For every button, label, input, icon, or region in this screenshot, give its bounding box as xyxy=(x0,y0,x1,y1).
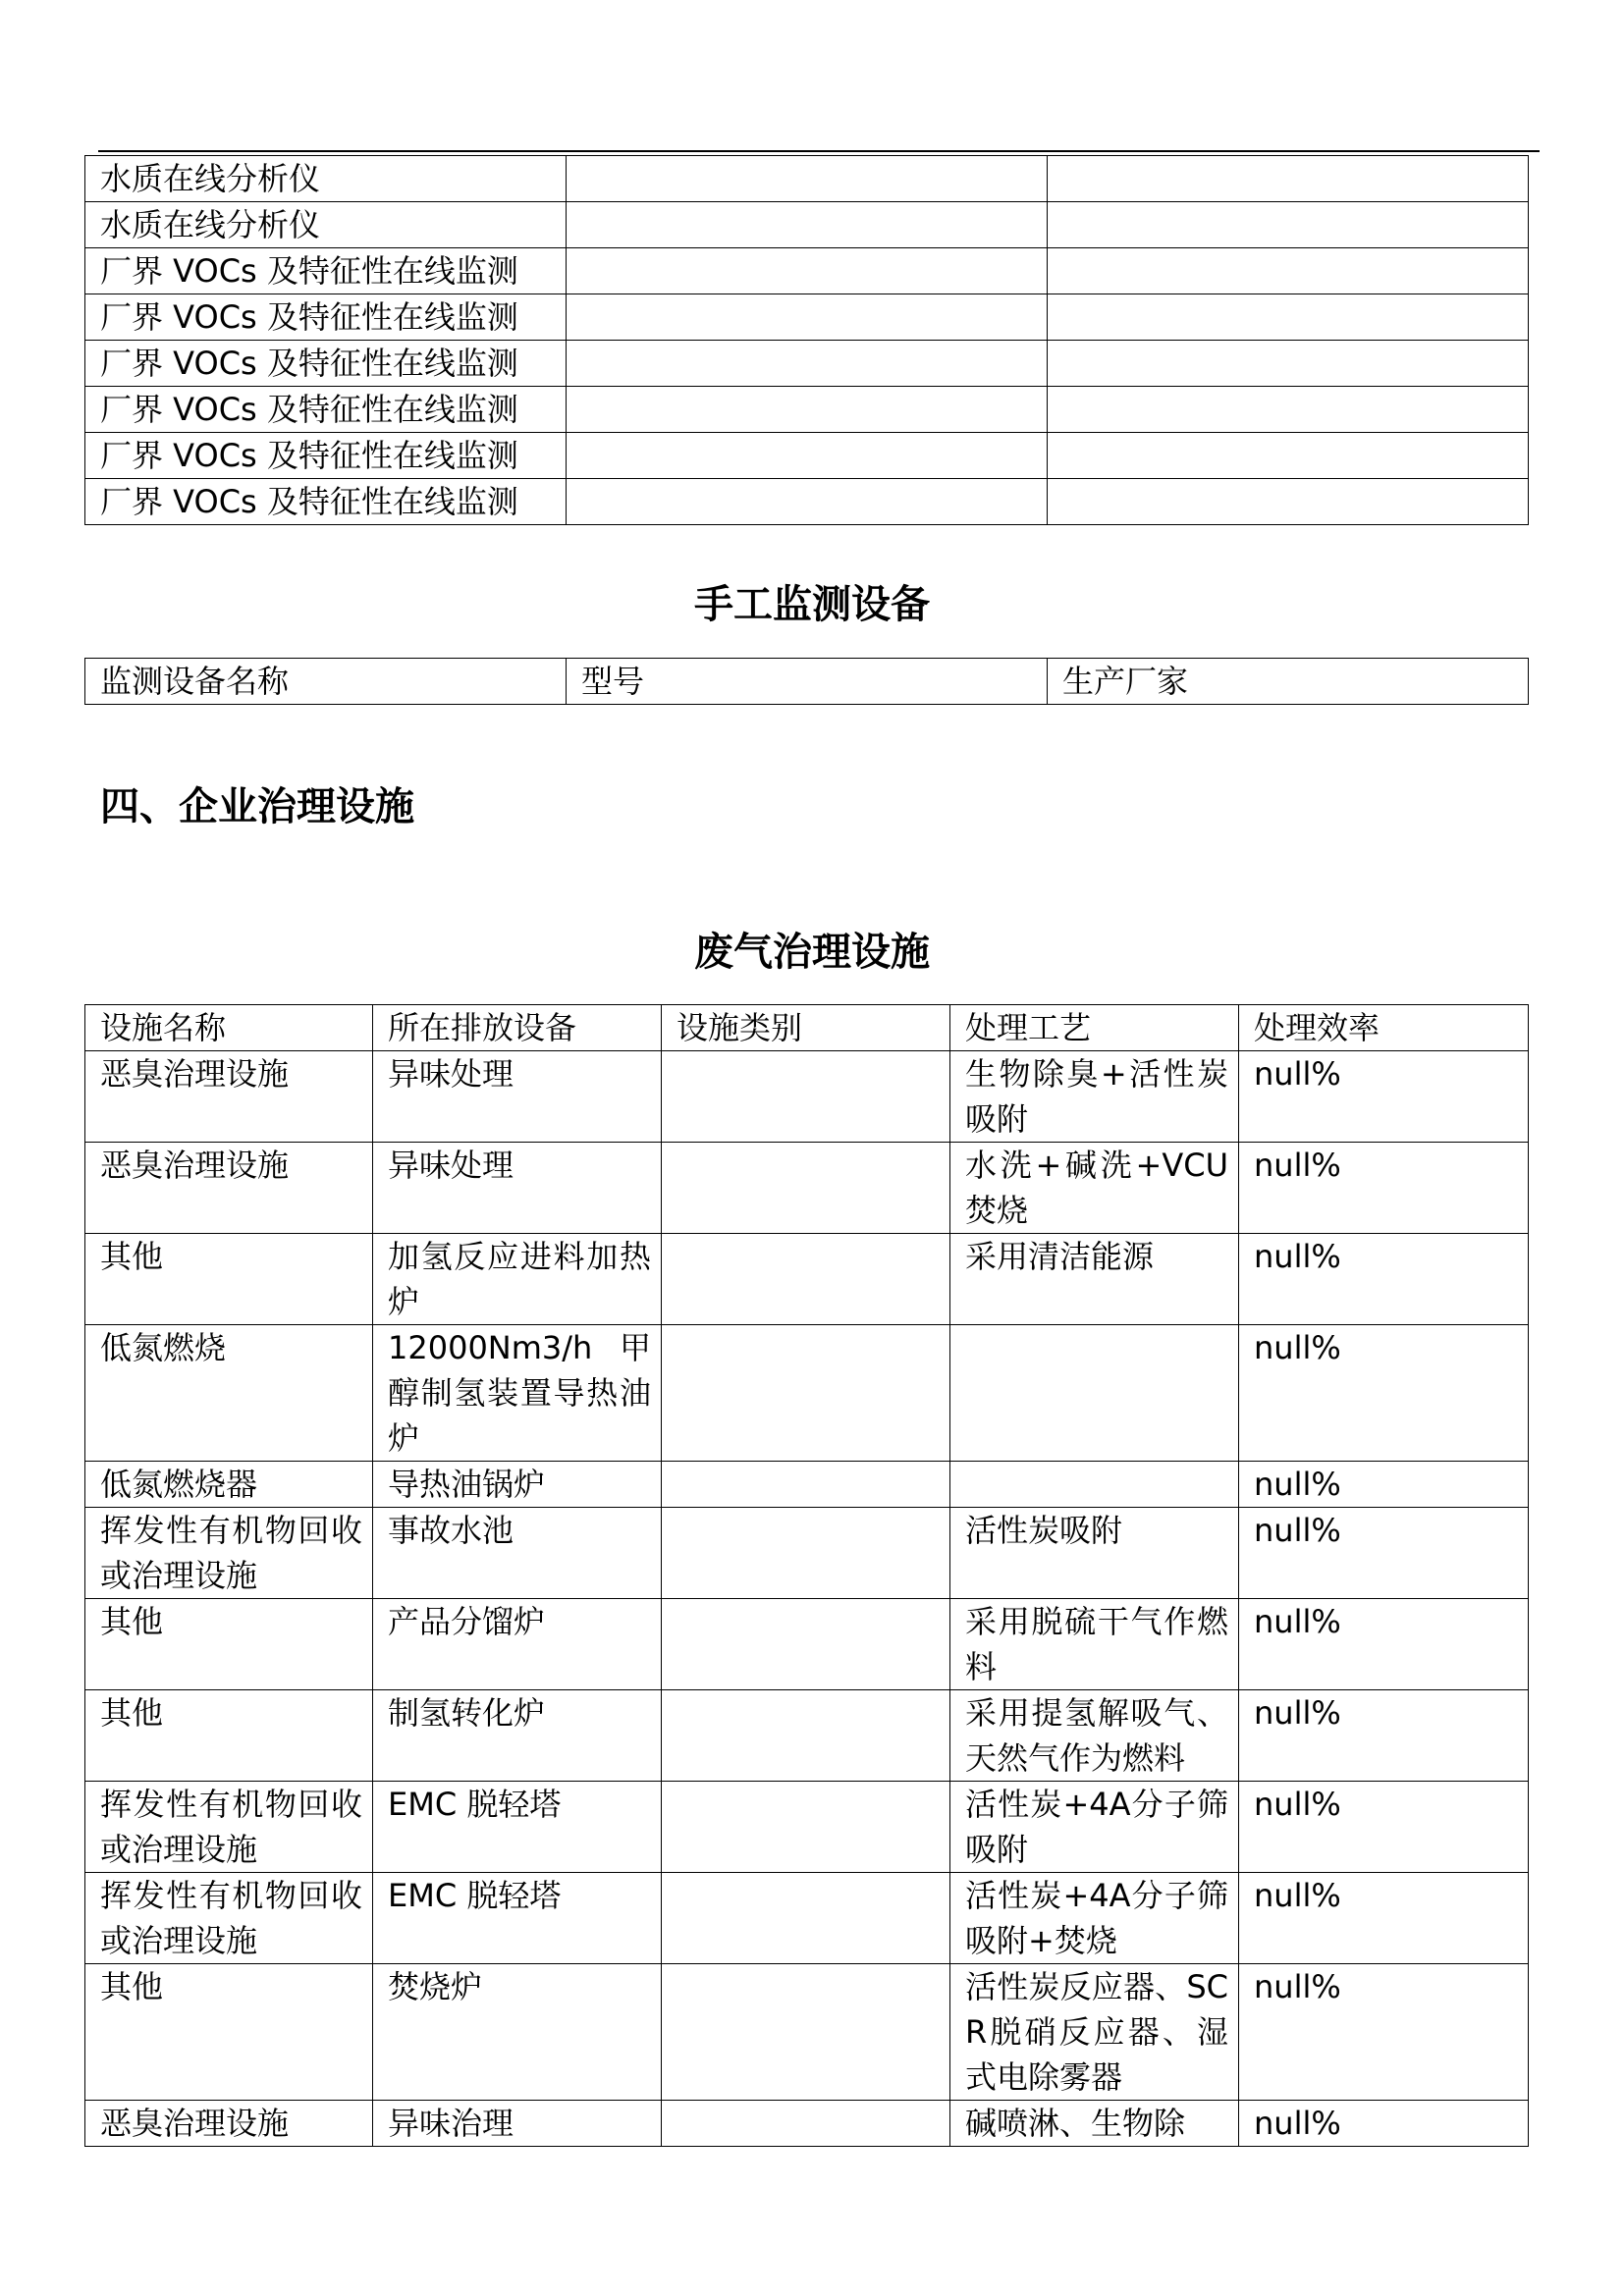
table-row xyxy=(85,156,1529,202)
table-cell: 其他 xyxy=(85,1964,373,2101)
manual-monitoring-table xyxy=(84,658,1529,705)
table-cell: 低氮燃烧 xyxy=(85,1325,373,1462)
table-cell: null% xyxy=(1239,1964,1529,2101)
table-cell: null% xyxy=(1239,2101,1529,2147)
table-row xyxy=(85,1782,1529,1873)
table-cell: 其他 xyxy=(85,1599,373,1690)
table-cell: 厂界 VOCs 及特征性在线监测 xyxy=(85,387,567,433)
table-cell: 导热油锅炉 xyxy=(373,1462,662,1508)
table-cell: 采用清洁能源 xyxy=(950,1234,1239,1325)
table-cell xyxy=(662,2101,950,2147)
table-cell: null% xyxy=(1239,1051,1529,1143)
table-row xyxy=(85,1325,1529,1462)
table-cell: null% xyxy=(1239,1599,1529,1690)
header-model: 型号 xyxy=(567,659,1048,705)
table-cell xyxy=(662,1462,950,1508)
table-cell xyxy=(662,1325,950,1462)
table-header-row xyxy=(85,659,1529,705)
table-cell: 活性炭+4A分子筛吸附+焚烧 xyxy=(950,1873,1239,1964)
table-header-cell: 设施类别 xyxy=(662,1005,950,1051)
table-cell: 采用提氢解吸气、天然气作为燃料 xyxy=(950,1690,1239,1782)
table-row xyxy=(85,1462,1529,1508)
table-header-row xyxy=(85,1005,1529,1051)
table-row xyxy=(85,2101,1529,2147)
table-cell xyxy=(662,1782,950,1873)
table-cell: null% xyxy=(1239,1690,1529,1782)
table-cell: 厂界 VOCs 及特征性在线监测 xyxy=(85,294,567,341)
table-cell xyxy=(662,1599,950,1690)
table-cell: 厂界 VOCs 及特征性在线监测 xyxy=(85,479,567,525)
waste-gas-title: 废气治理设施 xyxy=(694,930,930,975)
table-cell xyxy=(1048,433,1529,479)
section-four-title: 四、企业治理设施 xyxy=(100,784,414,829)
table-cell: 活性炭反应器、SCR脱硝反应器、湿式电除雾器 xyxy=(950,1964,1239,2101)
table-cell xyxy=(662,1873,950,1964)
table-cell xyxy=(1048,479,1529,525)
table-row xyxy=(85,1051,1529,1143)
table-cell xyxy=(662,1690,950,1782)
waste-gas-table xyxy=(84,1004,1529,2147)
table-cell: 事故水池 xyxy=(373,1508,662,1599)
table-cell: 其他 xyxy=(85,1234,373,1325)
table-cell xyxy=(567,156,1048,202)
header-manufacturer: 生产厂家 xyxy=(1048,659,1529,705)
table-cell: 采用脱硫干气作燃料 xyxy=(950,1599,1239,1690)
table-cell xyxy=(662,1508,950,1599)
table-cell: 厂界 VOCs 及特征性在线监测 xyxy=(85,433,567,479)
table-cell: 其他 xyxy=(85,1690,373,1782)
table-cell: null% xyxy=(1239,1782,1529,1873)
table-cell: 挥发性有机物回收或治理设施 xyxy=(85,1508,373,1599)
table-cell: null% xyxy=(1239,1234,1529,1325)
table-cell xyxy=(950,1325,1239,1462)
table-cell: null% xyxy=(1239,1325,1529,1462)
table-header-cell: 处理效率 xyxy=(1239,1005,1529,1051)
table-row xyxy=(85,1690,1529,1782)
table-cell xyxy=(950,1462,1239,1508)
table-cell: 焚烧炉 xyxy=(373,1964,662,2101)
table-cell: 碱喷淋、生物除 xyxy=(950,2101,1239,2147)
table-cell: 厂界 VOCs 及特征性在线监测 xyxy=(85,248,567,294)
table-cell: 挥发性有机物回收或治理设施 xyxy=(85,1782,373,1873)
table-cell: 水质在线分析仪 xyxy=(85,202,567,248)
table-row xyxy=(85,1599,1529,1690)
table-cell: EMC 脱轻塔 xyxy=(373,1873,662,1964)
table-cell: 异味处理 xyxy=(373,1051,662,1143)
table-cell xyxy=(1048,248,1529,294)
table-cell: 12000Nm3/h甲醇制氢装置导热油炉 xyxy=(373,1325,662,1462)
table-cell xyxy=(1048,294,1529,341)
table-cell xyxy=(1048,387,1529,433)
table-row xyxy=(85,1234,1529,1325)
table-cell xyxy=(567,387,1048,433)
table-row xyxy=(85,1964,1529,2101)
table-cell xyxy=(662,1051,950,1143)
table-cell xyxy=(567,202,1048,248)
table-cell xyxy=(662,1964,950,2101)
table-cell: 异味治理 xyxy=(373,2101,662,2147)
table-cell: 产品分馏炉 xyxy=(373,1599,662,1690)
table-cell: 制氢转化炉 xyxy=(373,1690,662,1782)
header-device-name: 监测设备名称 xyxy=(85,659,567,705)
table-cell xyxy=(567,248,1048,294)
table-row xyxy=(85,294,1529,341)
table-row xyxy=(85,479,1529,525)
table-cell: 生物除臭+活性炭吸附 xyxy=(950,1051,1239,1143)
table-cell: null% xyxy=(1239,1462,1529,1508)
table-row xyxy=(85,1873,1529,1964)
online-monitoring-table xyxy=(84,155,1529,525)
table-header-cell: 处理工艺 xyxy=(950,1005,1239,1051)
table-cell: 厂界 VOCs 及特征性在线监测 xyxy=(85,341,567,387)
table-cell xyxy=(662,1234,950,1325)
table-cell xyxy=(567,341,1048,387)
page-top-rule xyxy=(98,150,1540,152)
table-row xyxy=(85,387,1529,433)
table-cell xyxy=(567,479,1048,525)
table-cell: 水洗+碱洗+VCU焚烧 xyxy=(950,1143,1239,1234)
table-cell: null% xyxy=(1239,1873,1529,1964)
table-row xyxy=(85,1508,1529,1599)
table-cell: 加氢反应进料加热炉 xyxy=(373,1234,662,1325)
table-row xyxy=(85,1143,1529,1234)
table-cell: 低氮燃烧器 xyxy=(85,1462,373,1508)
table-row xyxy=(85,202,1529,248)
table-cell: 活性炭吸附 xyxy=(950,1508,1239,1599)
table-cell: 异味处理 xyxy=(373,1143,662,1234)
table-cell: 水质在线分析仪 xyxy=(85,156,567,202)
table-cell: 恶臭治理设施 xyxy=(85,1143,373,1234)
table-header-cell: 设施名称 xyxy=(85,1005,373,1051)
table-cell: 恶臭治理设施 xyxy=(85,2101,373,2147)
table-cell: EMC 脱轻塔 xyxy=(373,1782,662,1873)
table-cell: null% xyxy=(1239,1143,1529,1234)
table-cell xyxy=(567,433,1048,479)
table-cell xyxy=(1048,341,1529,387)
table-cell: 挥发性有机物回收或治理设施 xyxy=(85,1873,373,1964)
manual-monitoring-title: 手工监测设备 xyxy=(694,582,930,627)
table-cell: null% xyxy=(1239,1508,1529,1599)
table-cell xyxy=(567,294,1048,341)
table-cell xyxy=(1048,202,1529,248)
table-row xyxy=(85,341,1529,387)
table-row xyxy=(85,248,1529,294)
table-cell: 活性炭+4A分子筛吸附 xyxy=(950,1782,1239,1873)
table-header-cell: 所在排放设备 xyxy=(373,1005,662,1051)
table-cell: 恶臭治理设施 xyxy=(85,1051,373,1143)
table-cell xyxy=(1048,156,1529,202)
table-cell xyxy=(662,1143,950,1234)
table-row xyxy=(85,433,1529,479)
